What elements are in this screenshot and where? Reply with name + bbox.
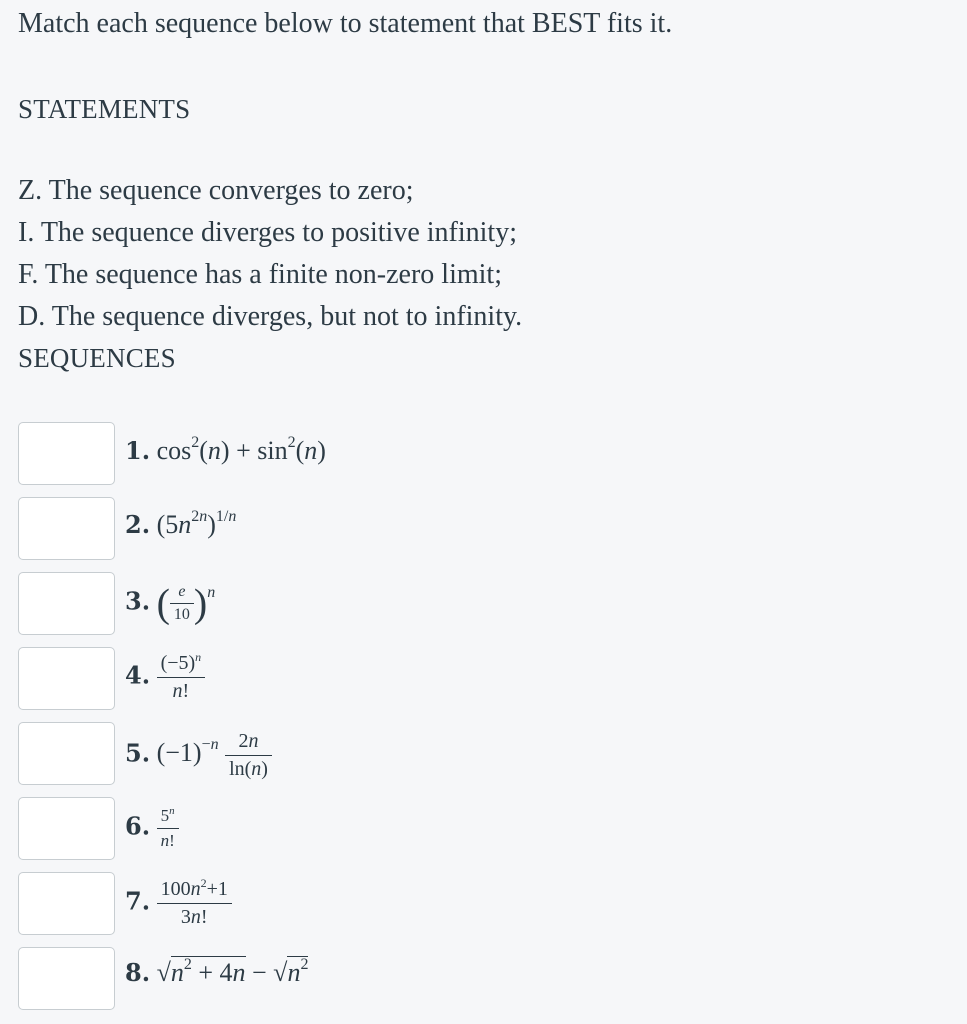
sequence-formula: $\frac{100n^2+1}{3n!}$ (157, 878, 232, 929)
answer-input-8[interactable] (18, 947, 115, 1010)
statement-i: I. The sequence diverges to positive infinity; (18, 217, 517, 248)
sequence-formula: $(-1)^{-n}$ $\frac{2n}{\ln(n)}$ (157, 738, 272, 767)
sequence-6: 6. $\frac{5^n}{n!}$ (125, 806, 179, 851)
answer-input-6[interactable] (18, 797, 115, 860)
answer-input-1[interactable] (18, 422, 115, 485)
sequence-4: 4. $\frac{(-5)^n}{n!}$ (125, 652, 205, 703)
sequence-formula: $\frac{(-5)^n}{n!}$ (157, 652, 206, 703)
sequence-1: 1. $\cos^2(n) + \sin^2(n)$ (125, 434, 326, 465)
sequence-8: 8. $√n^2 + 4n - √n^2$ (125, 956, 309, 987)
sequence-7: 7. $\frac{100n^2+1}{3n!}$ (125, 878, 232, 929)
sequences-heading: SEQUENCES (18, 343, 176, 373)
sequence-2: 2. $(5n^{2n})^{1/n}$ (125, 508, 237, 539)
sequence-formula: $(5n^{2n})^{1/n}$ (156, 508, 237, 539)
statement-z: Z. The sequence converges to zero; (18, 175, 414, 206)
statements-heading: STATEMENTS (18, 94, 191, 124)
answer-input-7[interactable] (18, 872, 115, 935)
answer-input-2[interactable] (18, 497, 115, 560)
sequence-formula: $√n^2 + 4n - √n^2$ (156, 956, 309, 987)
sequence-formula: $\frac{5^n}{n!}$ (157, 806, 179, 851)
sequence-5: 5. $(-1)^{-n}$ $\frac{2n}{\ln(n)}$ (125, 730, 272, 781)
sequence-formula: $\cos^2(n) + \sin^2(n)$ (156, 434, 326, 465)
statement-d: D. The sequence diverges, but not to infinity. (18, 301, 523, 332)
sequence-3: 3. ( $\frac{e}{10}$ )$^n$ (125, 581, 216, 626)
question-title: Match each sequence below to statement that BEST fits it. (18, 8, 673, 39)
answer-input-5[interactable] (18, 722, 115, 785)
answer-input-3[interactable] (18, 572, 115, 635)
statement-f: F. The sequence has a finite non-zero limit; (18, 259, 502, 290)
sequence-formula: ( $\frac{e}{10}$ )$^n$ (156, 581, 216, 626)
answer-input-4[interactable] (18, 647, 115, 710)
